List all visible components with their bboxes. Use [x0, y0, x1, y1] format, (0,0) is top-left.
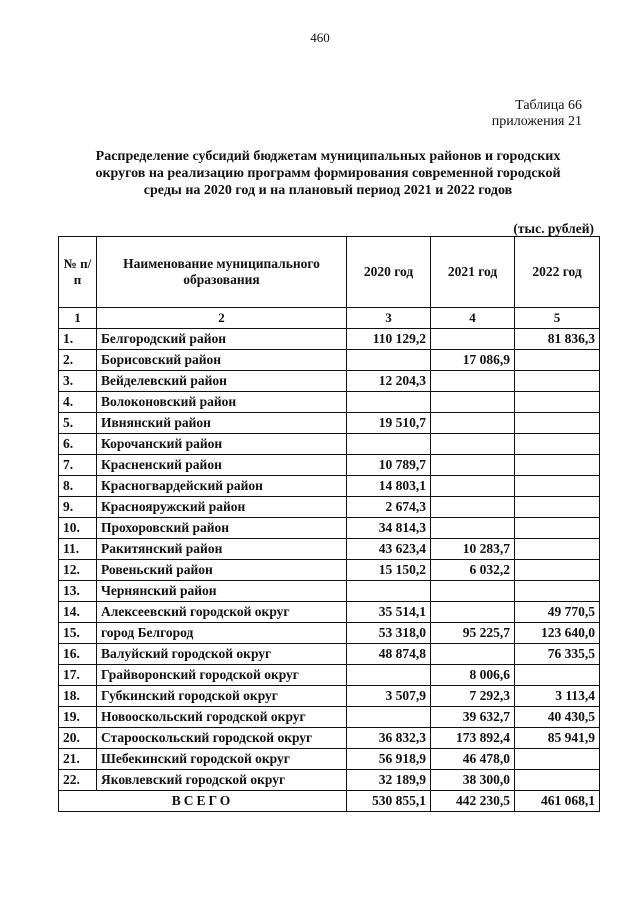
header-2022: 2022 год	[515, 237, 600, 308]
value-2022: 85 941,9	[515, 728, 600, 749]
header-name: Наименование муниципального образования	[97, 237, 347, 308]
value-2022	[515, 371, 600, 392]
value-2021	[431, 413, 515, 434]
column-index: 5	[515, 308, 600, 329]
table-row	[59, 392, 600, 413]
table-row	[59, 707, 600, 728]
column-index: 3	[347, 308, 431, 329]
row-number: 6.	[59, 434, 97, 455]
table-header-row	[59, 237, 600, 308]
municipality-name: Красногвардейский район	[97, 476, 347, 497]
value-2022: 49 770,5	[515, 602, 600, 623]
title-line-2: округов на реализацию программ формирования современной городской	[95, 166, 561, 181]
municipality-name: Волоконовский район	[97, 392, 347, 413]
units-label: (тыс. рублей)	[513, 221, 594, 236]
value-2022	[515, 497, 600, 518]
municipality-name: Ровеньский район	[97, 560, 347, 581]
document-title	[58, 148, 598, 199]
value-2020: 12 204,3	[347, 371, 431, 392]
value-2022: 81 836,3	[515, 329, 600, 350]
municipality-name: Яковлевский городской округ	[97, 770, 347, 791]
value-2021	[431, 644, 515, 665]
table-reference-line-1: Таблица 66	[515, 98, 582, 113]
row-number: 11.	[59, 539, 97, 560]
value-2022	[515, 560, 600, 581]
value-2020	[347, 350, 431, 371]
subsidy-table	[58, 236, 600, 812]
municipality-name: Корочанский район	[97, 434, 347, 455]
value-2020: 10 789,7	[347, 455, 431, 476]
table-row	[59, 749, 600, 770]
value-2022: 40 430,5	[515, 707, 600, 728]
municipality-name: Шебекинский городской округ	[97, 749, 347, 770]
row-number: 16.	[59, 644, 97, 665]
table-reference-line-2: приложения 21	[491, 114, 582, 129]
value-2020	[347, 707, 431, 728]
row-number: 1.	[59, 329, 97, 350]
table-row	[59, 581, 600, 602]
value-2020: 19 510,7	[347, 413, 431, 434]
municipality-name: Губкинский городской округ	[97, 686, 347, 707]
header-2020: 2020 год	[347, 237, 431, 308]
value-2021: 10 283,7	[431, 539, 515, 560]
value-2021	[431, 455, 515, 476]
title-line-1: Распределение субсидий бюджетам муниципальных районов и городских	[95, 149, 561, 164]
value-2022: 3 113,4	[515, 686, 600, 707]
header-2021: 2021 год	[431, 237, 515, 308]
value-2021: 46 478,0	[431, 749, 515, 770]
value-2020: 48 874,8	[347, 644, 431, 665]
municipality-name: Старооскольский городской округ	[97, 728, 347, 749]
value-2022: 123 640,0	[515, 623, 600, 644]
value-2022	[515, 665, 600, 686]
value-2021: 38 300,0	[431, 770, 515, 791]
row-number: 8.	[59, 476, 97, 497]
column-index: 2	[97, 308, 347, 329]
value-2022	[515, 518, 600, 539]
value-2022: 76 335,5	[515, 644, 600, 665]
value-2020: 34 814,3	[347, 518, 431, 539]
value-2020: 110 129,2	[347, 329, 431, 350]
value-2021	[431, 581, 515, 602]
value-2020	[347, 581, 431, 602]
value-2022	[515, 476, 600, 497]
municipality-name: город Белгород	[97, 623, 347, 644]
row-number: 17.	[59, 665, 97, 686]
municipality-name: Валуйский городской округ	[97, 644, 347, 665]
table-row	[59, 329, 600, 350]
value-2020: 15 150,2	[347, 560, 431, 581]
value-2020: 35 514,1	[347, 602, 431, 623]
value-2020: 32 189,9	[347, 770, 431, 791]
table-row	[59, 539, 600, 560]
value-2022	[515, 434, 600, 455]
table-body	[59, 308, 600, 791]
page-number: 460	[310, 30, 330, 45]
table-row	[59, 413, 600, 434]
value-2021	[431, 371, 515, 392]
municipality-name: Белгородский район	[97, 329, 347, 350]
municipality-name: Алексеевский городской округ	[97, 602, 347, 623]
row-number: 20.	[59, 728, 97, 749]
municipality-name: Новооскольский городской округ	[97, 707, 347, 728]
value-2020: 36 832,3	[347, 728, 431, 749]
value-2020: 2 674,3	[347, 497, 431, 518]
table-row	[59, 518, 600, 539]
municipality-name: Грайворонский городской округ	[97, 665, 347, 686]
table-row	[59, 455, 600, 476]
value-2022	[515, 392, 600, 413]
municipality-name: Борисовский район	[97, 350, 347, 371]
value-2022	[515, 539, 600, 560]
row-number: 22.	[59, 770, 97, 791]
value-2021: 8 006,6	[431, 665, 515, 686]
value-2022	[515, 350, 600, 371]
row-number: 21.	[59, 749, 97, 770]
table-row	[59, 770, 600, 791]
municipality-name: Прохоровский район	[97, 518, 347, 539]
value-2022	[515, 770, 600, 791]
municipality-name: Ивнянский район	[97, 413, 347, 434]
value-2022	[515, 413, 600, 434]
municipality-name: Краснояружский район	[97, 497, 347, 518]
table-row	[59, 644, 600, 665]
value-2020: 56 918,9	[347, 749, 431, 770]
value-2020: 43 623,4	[347, 539, 431, 560]
value-2021: 95 225,7	[431, 623, 515, 644]
total-row	[59, 791, 600, 812]
table-row	[59, 350, 600, 371]
value-2020: 3 507,9	[347, 686, 431, 707]
table-row	[59, 602, 600, 623]
table-row	[59, 434, 600, 455]
row-number: 12.	[59, 560, 97, 581]
value-2021	[431, 497, 515, 518]
total-2020: 530 855,1	[347, 791, 431, 812]
value-2020	[347, 434, 431, 455]
municipality-name: Красненский район	[97, 455, 347, 476]
column-index-row	[59, 308, 600, 329]
value-2021	[431, 392, 515, 413]
municipality-name: Ракитянский район	[97, 539, 347, 560]
value-2020: 14 803,1	[347, 476, 431, 497]
value-2021: 6 032,2	[431, 560, 515, 581]
value-2022	[515, 749, 600, 770]
table-row	[59, 665, 600, 686]
row-number: 14.	[59, 602, 97, 623]
value-2020	[347, 665, 431, 686]
row-number: 18.	[59, 686, 97, 707]
row-number: 4.	[59, 392, 97, 413]
title-line-3: среды на 2020 год и на плановый период 2021 и 2022 годов	[143, 183, 513, 198]
row-number: 19.	[59, 707, 97, 728]
column-index: 1	[59, 308, 97, 329]
total-2022: 461 068,1	[515, 791, 600, 812]
value-2020: 53 318,0	[347, 623, 431, 644]
table-row	[59, 686, 600, 707]
table-row	[59, 728, 600, 749]
row-number: 9.	[59, 497, 97, 518]
row-number: 5.	[59, 413, 97, 434]
municipality-name: Вейделевский район	[97, 371, 347, 392]
table-reference	[492, 98, 582, 130]
value-2021	[431, 329, 515, 350]
table-row	[59, 371, 600, 392]
value-2021: 7 292,3	[431, 686, 515, 707]
value-2021	[431, 476, 515, 497]
row-number: 10.	[59, 518, 97, 539]
value-2021	[431, 602, 515, 623]
table-row	[59, 497, 600, 518]
value-2021: 17 086,9	[431, 350, 515, 371]
value-2020	[347, 392, 431, 413]
header-number: № п/п	[59, 237, 97, 308]
table-row	[59, 476, 600, 497]
row-number: 2.	[59, 350, 97, 371]
total-2021: 442 230,5	[431, 791, 515, 812]
value-2022	[515, 581, 600, 602]
municipality-name: Чернянский район	[97, 581, 347, 602]
total-label: ВСЕГО	[59, 791, 347, 812]
table-row	[59, 623, 600, 644]
value-2021	[431, 434, 515, 455]
row-number: 13.	[59, 581, 97, 602]
value-2021: 39 632,7	[431, 707, 515, 728]
value-2022	[515, 455, 600, 476]
value-2021: 173 892,4	[431, 728, 515, 749]
row-number: 3.	[59, 371, 97, 392]
table-row	[59, 560, 600, 581]
column-index: 4	[431, 308, 515, 329]
row-number: 7.	[59, 455, 97, 476]
value-2021	[431, 518, 515, 539]
row-number: 15.	[59, 623, 97, 644]
